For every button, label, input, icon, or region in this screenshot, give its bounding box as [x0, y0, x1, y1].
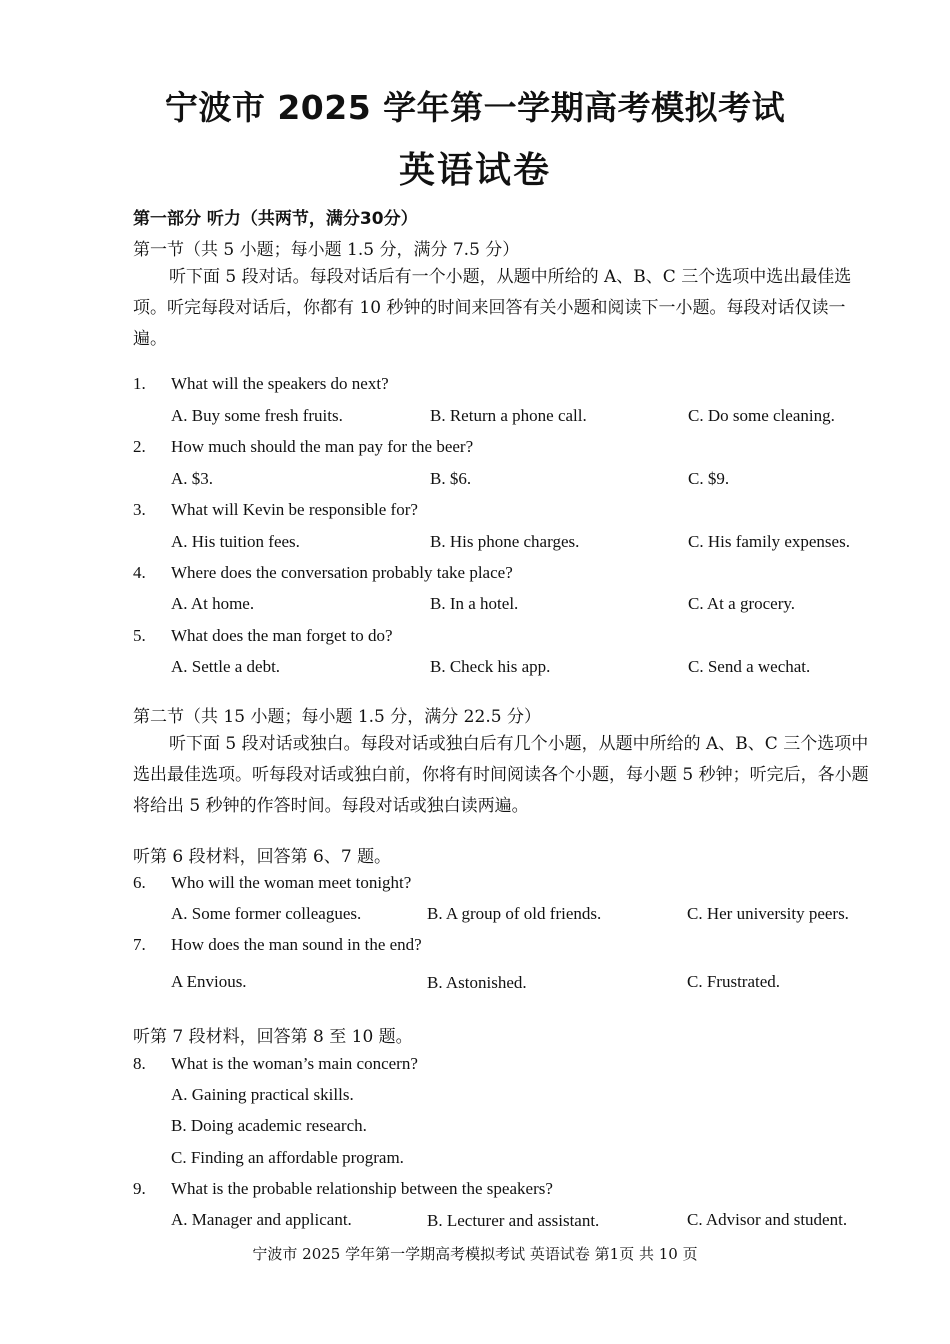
question-number: 1.: [133, 374, 146, 393]
question-6: [133, 873, 873, 903]
option-c: C. Finding an affordable program.: [171, 1148, 404, 1167]
question-9: [133, 1179, 873, 1209]
section1-instructions: 听下面 5 段对话。每段对话后有一个小题，从题中所给的 A、B、C 三个选项中选出最佳选项。听完每段对话后，你都有 10 秒钟的时间来回答有关小题和阅读下一小题。每段对话仅读一遍。: [133, 267, 852, 349]
question-text: What will the speakers do next?: [171, 374, 389, 393]
option-b: B. A group of old friends.: [427, 904, 602, 923]
option-a: A. His tuition fees.: [171, 532, 300, 551]
question-number: 8.: [133, 1054, 146, 1073]
question-number: 7.: [133, 935, 146, 954]
option-b: B. Check his app.: [430, 657, 551, 676]
option-b: B. Doing academic research.: [171, 1116, 367, 1135]
option-b: B. In a hotel.: [430, 594, 519, 613]
option-b: B. Lecturer and assistant.: [427, 1211, 600, 1230]
option-a: A. Gaining practical skills.: [171, 1085, 354, 1104]
question-4: [133, 563, 873, 593]
question-text: What will Kevin be responsible for?: [171, 500, 418, 519]
section2-heading: 第二节（共 15 小题；每小题 1.5 分，满分 22.5 分）: [133, 707, 541, 727]
question-1: [133, 374, 873, 404]
question-number: 9.: [133, 1179, 146, 1198]
question-text: Who will the woman meet tonight?: [171, 873, 412, 892]
option-c: C. His family expenses.: [688, 532, 850, 551]
option-c: C. $9.: [688, 469, 730, 488]
option-a: A. $3.: [171, 469, 214, 488]
group-7-instruction: 听第 7 段材料，回答第 8 至 10 题。: [133, 1027, 413, 1047]
question-5: [133, 626, 873, 656]
option-c: C. Frustrated.: [687, 972, 781, 991]
exam-title: 宁波市 2025 学年第一学期高考模拟考试: [164, 88, 786, 127]
question-number: 2.: [133, 437, 146, 456]
option-c: C. Send a wechat.: [688, 657, 811, 676]
question-2: [133, 437, 873, 467]
question-text: What does the man forget to do?: [171, 626, 393, 645]
question-number: 4.: [133, 563, 146, 582]
question-3: [133, 500, 873, 530]
option-a: A. Settle a debt.: [171, 657, 281, 676]
question-number: 6.: [133, 873, 146, 892]
group-6-instruction: 听第 6 段材料，回答第 6、7 题。: [133, 847, 392, 867]
subject-title: 英语试卷: [398, 150, 551, 191]
question-number: 5.: [133, 626, 146, 645]
option-a: A Envious.: [171, 972, 247, 991]
option-c: C. Her university peers.: [687, 904, 849, 923]
option-a: A. At home.: [171, 594, 255, 613]
question-8: [133, 1054, 873, 1084]
question-text: How much should the man pay for the beer?: [171, 437, 474, 456]
question-number: 3.: [133, 500, 146, 519]
question-text: What is the woman’s main concern?: [171, 1054, 418, 1073]
option-c: C. Do some cleaning.: [688, 406, 835, 425]
question-text: How does the man sound in the end?: [171, 935, 422, 954]
option-a: A. Buy some fresh fruits.: [171, 406, 343, 425]
question-text: What is the probable relationship between the speakers?: [171, 1179, 553, 1198]
option-c: C. Advisor and student.: [687, 1210, 848, 1229]
option-b: B. Astonished.: [427, 973, 527, 992]
option-b: B. $6.: [430, 469, 472, 488]
option-c: C. At a grocery.: [688, 594, 796, 613]
question-7: [133, 935, 873, 965]
section2-instructions: 听下面 5 段对话或独白。每段对话或独白后有几个小题，从题中所给的 A、B、C 三个选项中选出最佳选项。听每段对话或独白前，你将有时间阅读各个小题，每小题 5 秒钟；听完后，各小题将给出 5 秒钟的作答时间。每段对话或独白读两遍。: [133, 734, 869, 816]
part1-heading: 第一部分 听力（共两节，满分30分）: [133, 209, 418, 229]
option-a: A. Manager and applicant.: [171, 1210, 352, 1229]
section1-heading: 第一节（共 5 小题；每小题 1.5 分，满分 7.5 分）: [133, 240, 520, 260]
option-b: B. His phone charges.: [430, 532, 580, 551]
question-text: Where does the conversation probably take place?: [171, 563, 513, 582]
page-footer: 宁波市 2025 学年第一学期高考模拟考试 英语试卷 第1页 共 10 页: [252, 1245, 698, 1263]
option-a: A. Some former colleagues.: [171, 904, 362, 923]
option-b: B. Return a phone call.: [430, 406, 587, 425]
